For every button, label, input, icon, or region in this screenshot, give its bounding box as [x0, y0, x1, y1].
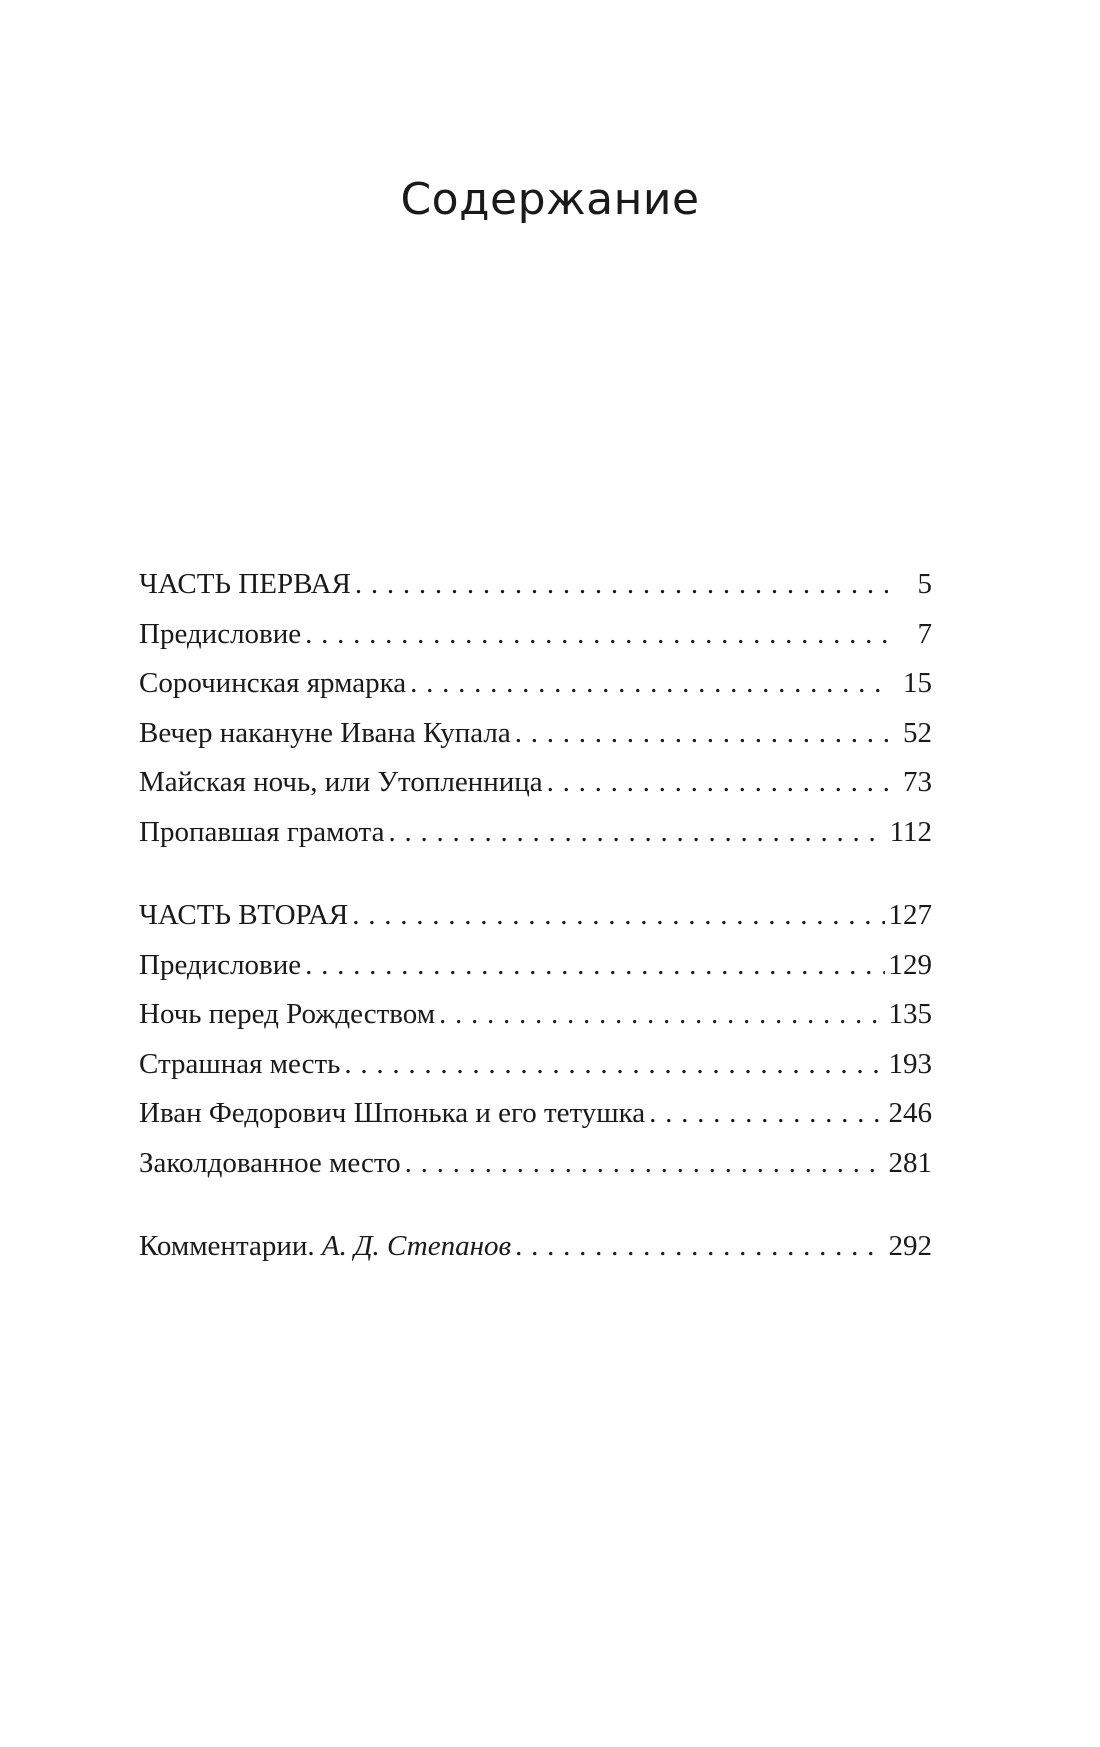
toc-entry[interactable] — [139, 560, 932, 610]
toc-section-part-two — [139, 891, 932, 1188]
toc-entry-label: Иван Федорович Шпонька и его тетушка — [139, 1097, 646, 1129]
dot-leader — [649, 1089, 884, 1139]
toc-entry-label: Ночь перед Рождеством — [139, 998, 436, 1030]
toc-entry-page: 292 — [888, 1230, 932, 1262]
dot-leader — [410, 659, 888, 709]
dot-leader — [305, 610, 888, 660]
toc-entry-label: Предисловие — [139, 948, 302, 981]
toc-entry[interactable] — [139, 990, 932, 1040]
toc-entry-page: 127 — [888, 899, 932, 931]
toc-entry[interactable] — [139, 610, 932, 660]
toc-entry[interactable] — [139, 1089, 932, 1139]
toc-entry-page: 281 — [888, 1146, 932, 1179]
dot-leader — [515, 709, 888, 759]
toc-entry-label: Заколдованное место — [139, 1146, 401, 1179]
dot-leader — [355, 560, 888, 610]
toc-entry-label: Комментарии. А. Д. Степанов — [139, 1230, 512, 1262]
dot-leader — [405, 1139, 885, 1189]
toc-entry[interactable] — [139, 1040, 932, 1090]
toc-section-commentary — [139, 1222, 932, 1272]
toc-entry-label: Вечер накануне Ивана Купала — [139, 716, 511, 749]
toc-entry-page: 5 — [917, 568, 932, 600]
table-of-contents — [139, 560, 932, 1272]
toc-entry[interactable] — [139, 891, 932, 941]
toc-entry[interactable] — [139, 659, 932, 709]
toc-entry-page: 52 — [903, 716, 932, 749]
toc-entry[interactable] — [139, 709, 932, 759]
toc-entry-page: 73 — [903, 766, 932, 798]
toc-entry-page: 246 — [888, 1097, 932, 1129]
dot-leader — [388, 808, 885, 858]
toc-entry-author: А. Д. Степанов — [321, 1230, 512, 1262]
dot-leader — [515, 1222, 884, 1272]
dot-leader — [305, 941, 884, 991]
dot-leader — [547, 758, 888, 808]
toc-entry-label: Предисловие — [139, 617, 302, 650]
toc-entry-page: 129 — [888, 948, 932, 981]
toc-entry-page: 112 — [889, 815, 932, 848]
toc-entry-label: Страшная месть — [139, 1047, 341, 1080]
toc-entry[interactable] — [139, 1222, 932, 1272]
toc-entry[interactable] — [139, 808, 932, 858]
toc-entry-page: 193 — [888, 1047, 932, 1080]
toc-entry-page: 7 — [917, 617, 932, 650]
dot-leader — [344, 1040, 884, 1090]
toc-entry-label: ЧАСТЬ ПЕРВАЯ — [139, 568, 351, 600]
dot-leader — [352, 891, 884, 941]
toc-entry-page: 15 — [903, 667, 932, 699]
toc-entry-label: Майская ночь, или Утопленница — [139, 766, 543, 798]
toc-entry-label: Сорочинская ярмарка — [139, 667, 407, 699]
toc-entry[interactable] — [139, 941, 932, 991]
toc-entry[interactable] — [139, 758, 932, 808]
toc-entry-label: ЧАСТЬ ВТОРАЯ — [139, 899, 349, 931]
toc-entry-page: 135 — [888, 998, 932, 1030]
dot-leader — [439, 990, 884, 1040]
page-title: Содержание — [400, 174, 700, 225]
toc-entry-label: Пропавшая грамота — [139, 815, 385, 848]
toc-section-part-one — [139, 560, 932, 857]
toc-entry[interactable] — [139, 1139, 932, 1189]
